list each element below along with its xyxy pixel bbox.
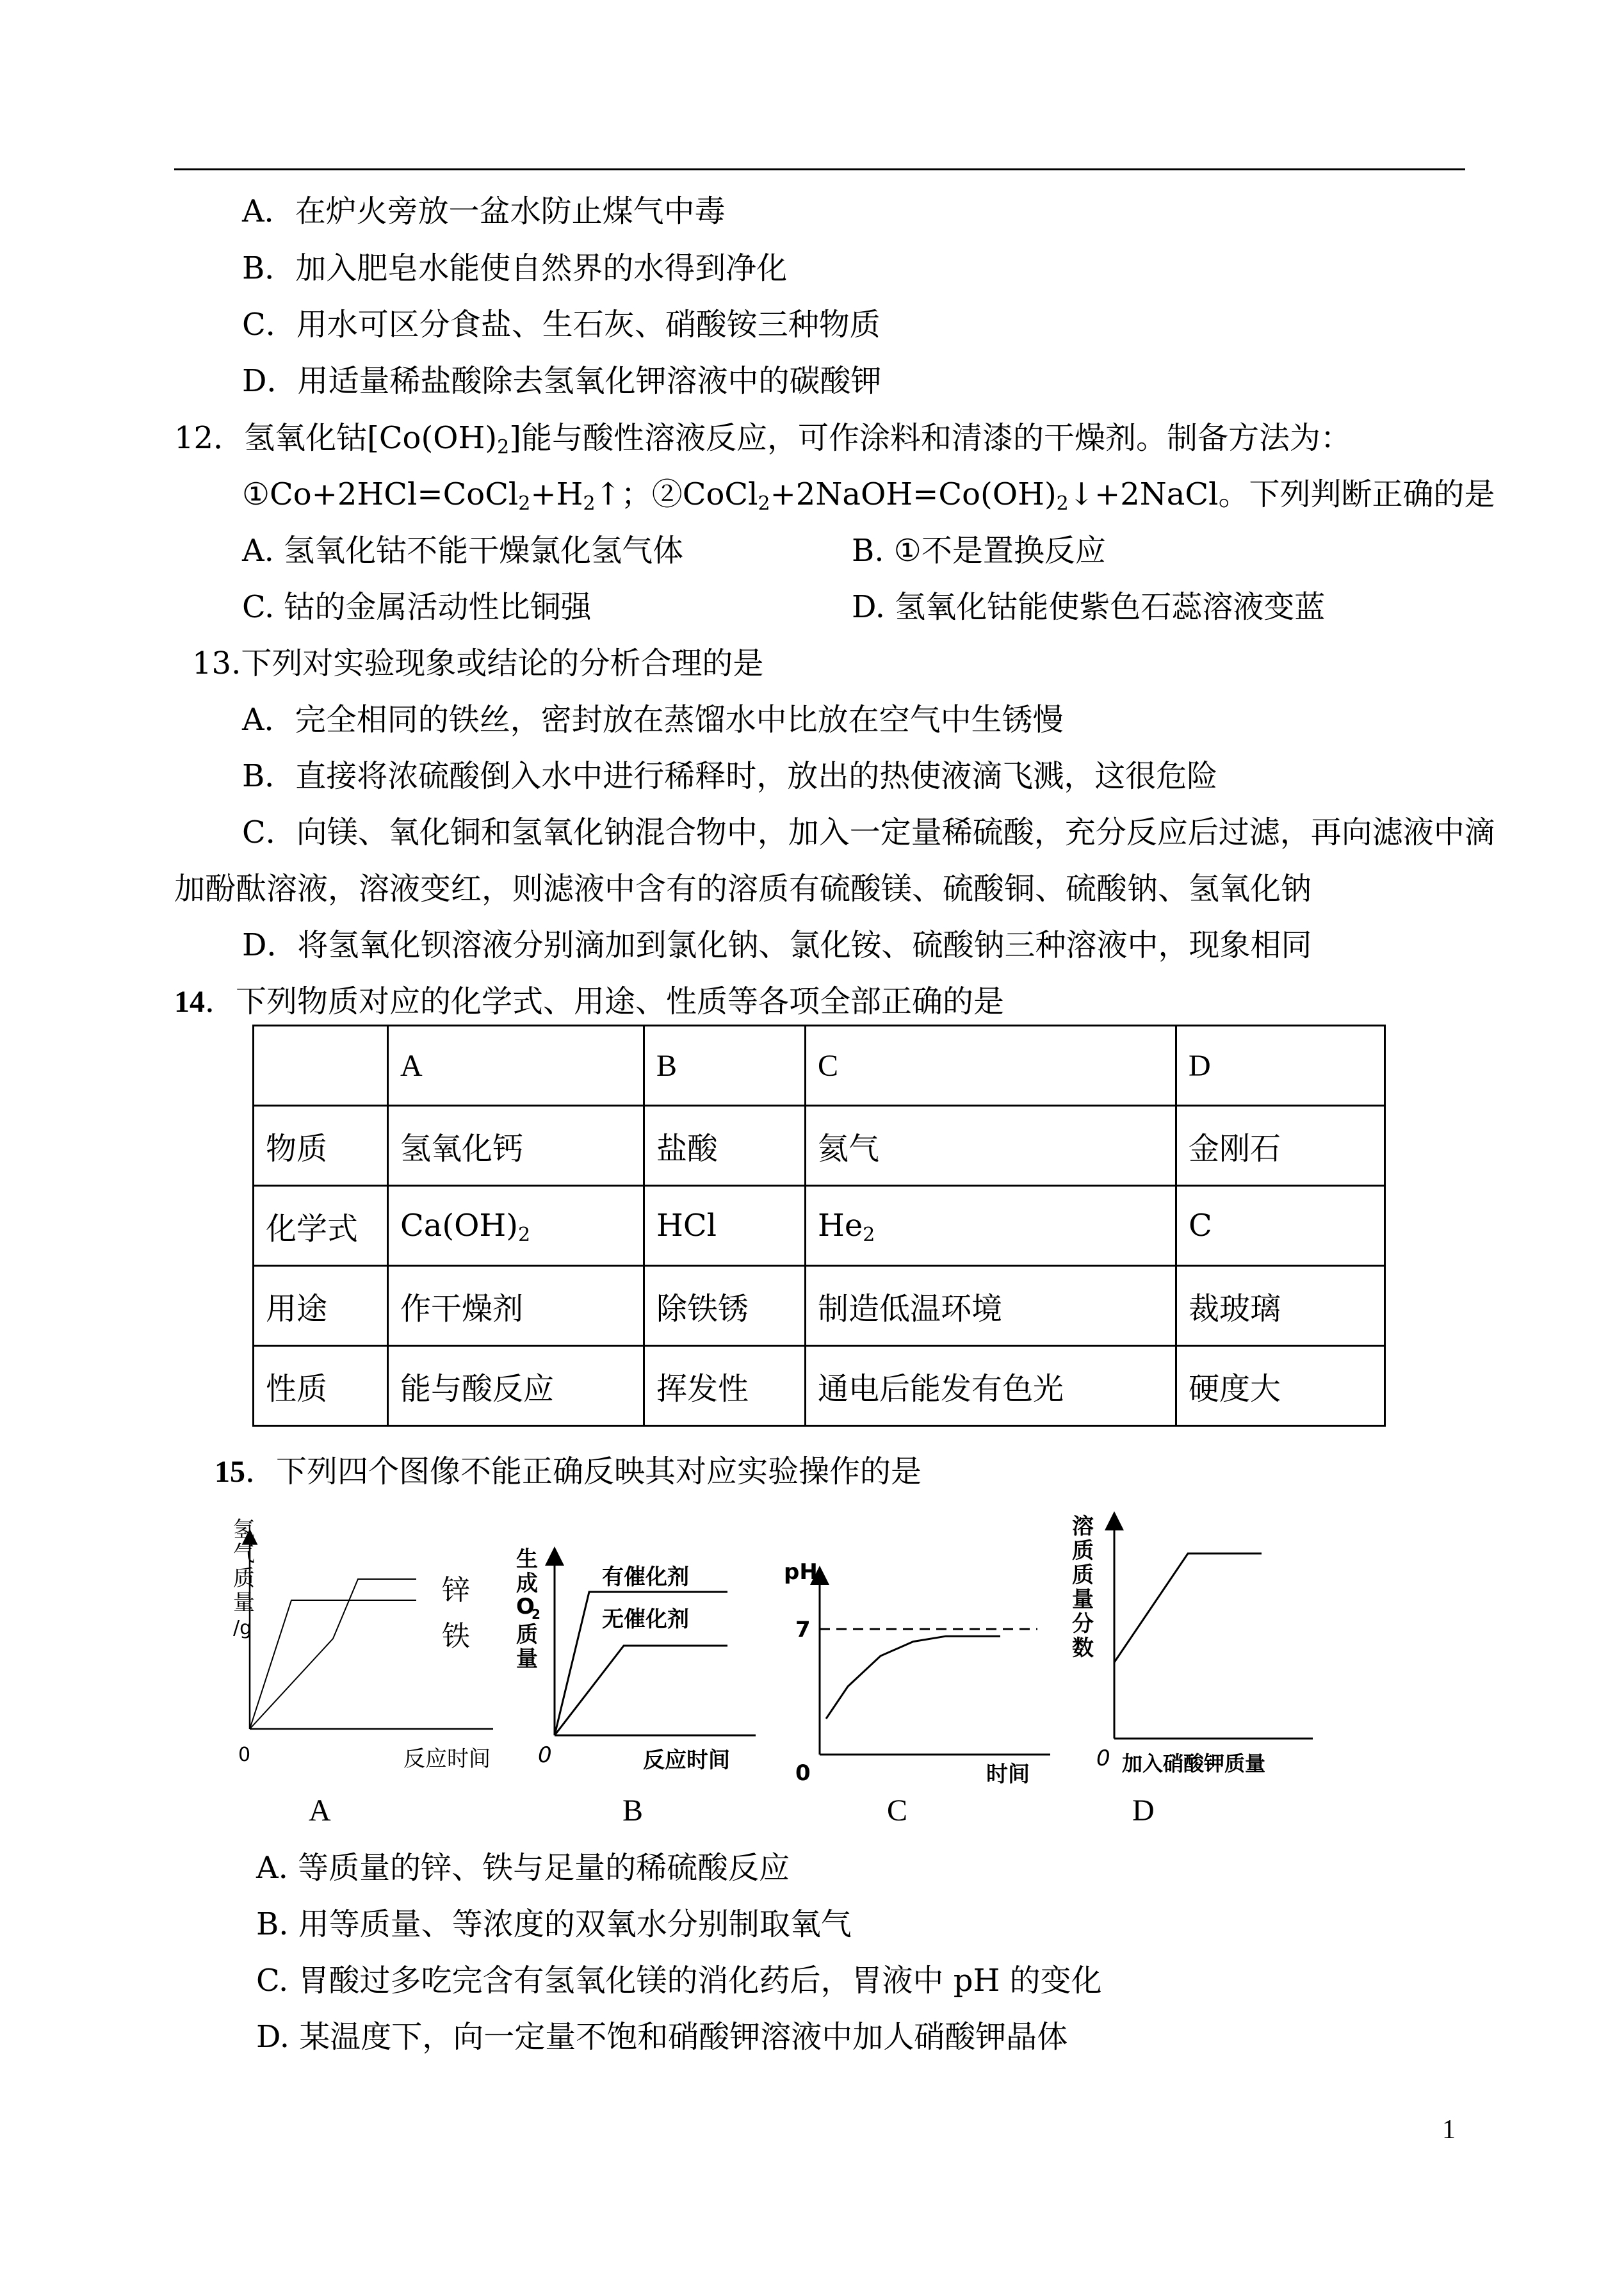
table-cell: 能与酸反应 xyxy=(388,1346,644,1426)
chart-d-ylabel-2: 质 xyxy=(1072,1538,1094,1564)
chart-c-xlabel: 时间 xyxy=(986,1762,1030,1787)
chart-c-svg xyxy=(781,1556,1050,1787)
chart-c-tick-7: 7 xyxy=(795,1617,811,1642)
table-cell: 氢氧化钙 xyxy=(388,1106,644,1186)
q13-stem: 13.下列对实验现象或结论的分析合理的是 xyxy=(192,645,764,681)
q11-option-c: C．用水可区分食盐、生石灰、硝酸铵三种物质 xyxy=(242,307,881,343)
chart-a-series-zinc xyxy=(250,1579,416,1729)
q15-option-b: B. 用等质量、等浓度的双氧水分别制取氧气 xyxy=(256,1906,852,1942)
table-cell: 用途 xyxy=(254,1266,388,1346)
chart-b-origin: 0 xyxy=(538,1742,552,1768)
table-cell: 挥发性 xyxy=(644,1346,806,1426)
chart-a-svg xyxy=(211,1511,493,1780)
chart-a-ylabel-5: /g xyxy=(233,1617,252,1639)
table-cell: 化学式 xyxy=(254,1186,388,1266)
chart-b-legend-no-catalyst: 无催化剂 xyxy=(602,1607,689,1632)
q11-option-b: B．加入肥皂水能使自然界的水得到净化 xyxy=(242,250,788,286)
chart-d-ylabel-3: 质 xyxy=(1072,1562,1094,1588)
q12-stem-sub: 2 xyxy=(497,436,510,458)
chart-d-xlabel: 加入硝酸钾质量 xyxy=(1122,1751,1266,1776)
chart-a-ylabel-3: 质 xyxy=(233,1566,255,1591)
q15-option-d: D. 某温度下，向一定量不饱和硝酸钾溶液中加人硝酸钾晶体 xyxy=(256,2019,1068,2055)
table-row xyxy=(254,1106,1385,1186)
chart-b-ylabel-4: 质 xyxy=(516,1622,538,1648)
chart-b xyxy=(506,1543,762,1783)
q12-option-b: B. ①不是置换反应 xyxy=(852,533,1106,569)
chart-b-ylabel-2: 成 xyxy=(516,1571,538,1596)
figure-label-d: D xyxy=(1132,1794,1155,1828)
chart-b-ylabel-3-sub: 2 xyxy=(532,1607,540,1622)
chart-d-ylabel-6: 数 xyxy=(1072,1635,1094,1661)
q11-option-d: D．用适量稀盐酸除去氢氧化钾溶液中的碳酸钾 xyxy=(242,363,882,399)
q13-option-b: B．直接将浓硫酸倒入水中进行稀释时，放出的热使液滴飞溅，这很危险 xyxy=(242,758,1218,794)
table-cell xyxy=(388,1186,644,1266)
table-cell: B xyxy=(644,1026,806,1106)
chart-b-series-no-catalyst xyxy=(555,1646,727,1735)
page-number: 1 xyxy=(1442,2115,1456,2145)
chart-d-ylabel-4: 量 xyxy=(1072,1587,1094,1612)
chart-d xyxy=(1063,1502,1319,1780)
q13-option-c: C．向镁、氧化铜和氢氧化钠混合物中，加入一定量稀硫酸，充分反应后过滤，再向滤液中滴 xyxy=(242,815,1495,850)
chart-d-origin: 0 xyxy=(1096,1746,1110,1771)
chart-a-ylabel-2: 气 xyxy=(233,1541,255,1567)
table-row xyxy=(254,1266,1385,1346)
chart-c-series xyxy=(826,1636,1000,1719)
chart-a-ylabel-1: 氢 xyxy=(233,1517,255,1543)
eq-sub: 2 xyxy=(518,492,531,515)
chart-d-ylabel-1: 溶 xyxy=(1072,1514,1094,1539)
chart-a-ylabel-4: 量 xyxy=(233,1590,255,1616)
table-row xyxy=(254,1346,1385,1426)
table-cell: C xyxy=(806,1026,1176,1106)
formula-sub: 2 xyxy=(518,1224,531,1246)
eq-part: +2NaOH=Co(OH) xyxy=(770,476,1057,512)
table-row xyxy=(254,1186,1385,1266)
table-cell: 通电后能发有色光 xyxy=(806,1346,1176,1426)
chart-b-ylabel-3: O xyxy=(516,1594,535,1619)
q13-option-d: D．将氢氧化钡溶液分别滴加到氯化钠、氯化铵、硫酸钠三种溶液中，现象相同 xyxy=(242,927,1312,963)
q12-equations xyxy=(242,475,1495,514)
q14-table xyxy=(252,1025,1386,1427)
eq-part: ↑；②CoCl xyxy=(595,476,758,512)
table-cell: A xyxy=(388,1026,644,1106)
table-cell: 硬度大 xyxy=(1176,1346,1385,1426)
q15-number: 15 xyxy=(215,1455,245,1489)
chart-b-xlabel: 反应时间 xyxy=(643,1748,730,1773)
figure-label-a: A xyxy=(309,1794,331,1828)
q12-option-d: D. 氢氧化钴能使紫色石蕊溶液变蓝 xyxy=(852,589,1326,625)
table-cell: D xyxy=(1176,1026,1385,1106)
q15-stem-text: ．下列四个图像不能正确反映其对应实验操作的是 xyxy=(245,1454,922,1489)
q14-stem-text: ．下列物质对应的化学式、用途、性质等各项全部正确的是 xyxy=(205,984,1005,1019)
q14-stem xyxy=(174,982,1004,1021)
chart-b-ylabel-5: 量 xyxy=(516,1646,538,1672)
q15-option-c: C. 胃酸过多吃完含有氢氧化镁的消化药后，胃液中 pH 的变化 xyxy=(256,1963,1102,1999)
chart-b-legend-catalyst: 有催化剂 xyxy=(602,1564,689,1590)
table-cell: 除铁锈 xyxy=(644,1266,806,1346)
chart-d-ylabel-5: 分 xyxy=(1072,1611,1094,1637)
chart-c-ylabel: pH xyxy=(784,1559,818,1585)
chart-b-ylabel-1: 生 xyxy=(516,1546,538,1572)
table-cell xyxy=(806,1186,1176,1266)
q12-option-c: C. 钴的金属活动性比铜强 xyxy=(242,589,592,625)
table-cell: 裁玻璃 xyxy=(1176,1266,1385,1346)
chart-d-series xyxy=(1114,1553,1262,1662)
q14-number: 14 xyxy=(174,985,205,1019)
q12-option-a: A. 氢氧化钴不能干燥氯化氢气体 xyxy=(242,533,684,569)
table-row xyxy=(254,1026,1385,1106)
formula-text: He xyxy=(818,1208,863,1244)
eq-sub: 2 xyxy=(583,492,596,515)
q13-option-a: A．完全相同的铁丝，密封放在蒸馏水中比放在空气中生锈慢 xyxy=(242,702,1064,738)
q15-option-a: A. 等质量的锌、铁与足量的稀硫酸反应 xyxy=(256,1850,790,1886)
eq-part: ①Co+2HCl=CoCl xyxy=(242,476,519,512)
chart-c-origin: 0 xyxy=(795,1760,811,1786)
table-cell: 金刚石 xyxy=(1176,1106,1385,1186)
chart-a-legend-zinc: 锌 xyxy=(442,1574,470,1607)
eq-part: +H xyxy=(530,476,583,512)
q12-stem-part: 氢氧化钴[Co(OH) xyxy=(244,420,498,456)
eq-part: ↓+2NaCl。下列判断正确的是 xyxy=(1068,476,1495,512)
chart-c xyxy=(781,1556,1050,1789)
formula-text: Ca(OH) xyxy=(400,1208,519,1244)
table-cell: 物质 xyxy=(254,1106,388,1186)
q13-option-c-cont: 加酚酞溶液，溶液变红，则滤液中含有的溶质有硫酸镁、硫酸铜、硫酸钠、氢氧化钠 xyxy=(174,871,1312,907)
q12-number: 12． xyxy=(174,420,245,456)
chart-a-series-iron xyxy=(250,1600,416,1729)
figure-label-c: C xyxy=(887,1794,908,1828)
q15-stem xyxy=(215,1452,922,1491)
chart-d-svg xyxy=(1063,1502,1319,1777)
q11-option-a: A．在炉火旁放一盆水防止煤气中毒 xyxy=(242,193,726,229)
chart-b-svg xyxy=(506,1543,762,1780)
q12-stem-part: ]能与酸性溶液反应，可作涂料和清漆的干燥剂。制备方法为： xyxy=(509,420,1351,456)
table-cell: HCl xyxy=(644,1186,806,1266)
table-cell: 制造低温环境 xyxy=(806,1266,1176,1346)
formula-sub: 2 xyxy=(863,1224,875,1246)
table-cell xyxy=(254,1026,388,1106)
chart-a-xlabel: 反应时间 xyxy=(403,1746,491,1772)
table-cell: 性质 xyxy=(254,1346,388,1426)
table-cell: 盐酸 xyxy=(644,1106,806,1186)
eq-sub: 2 xyxy=(1056,492,1069,515)
q12-stem xyxy=(174,419,1351,457)
table-cell: C xyxy=(1176,1186,1385,1266)
header-rule xyxy=(174,168,1465,170)
figure-label-b: B xyxy=(622,1794,644,1828)
eq-sub: 2 xyxy=(758,492,770,515)
chart-a xyxy=(211,1511,493,1783)
chart-a-legend-iron: 铁 xyxy=(442,1620,470,1653)
chart-a-origin: 0 xyxy=(238,1744,251,1766)
table-cell: 作干燥剂 xyxy=(388,1266,644,1346)
table-cell: 氦气 xyxy=(806,1106,1176,1186)
